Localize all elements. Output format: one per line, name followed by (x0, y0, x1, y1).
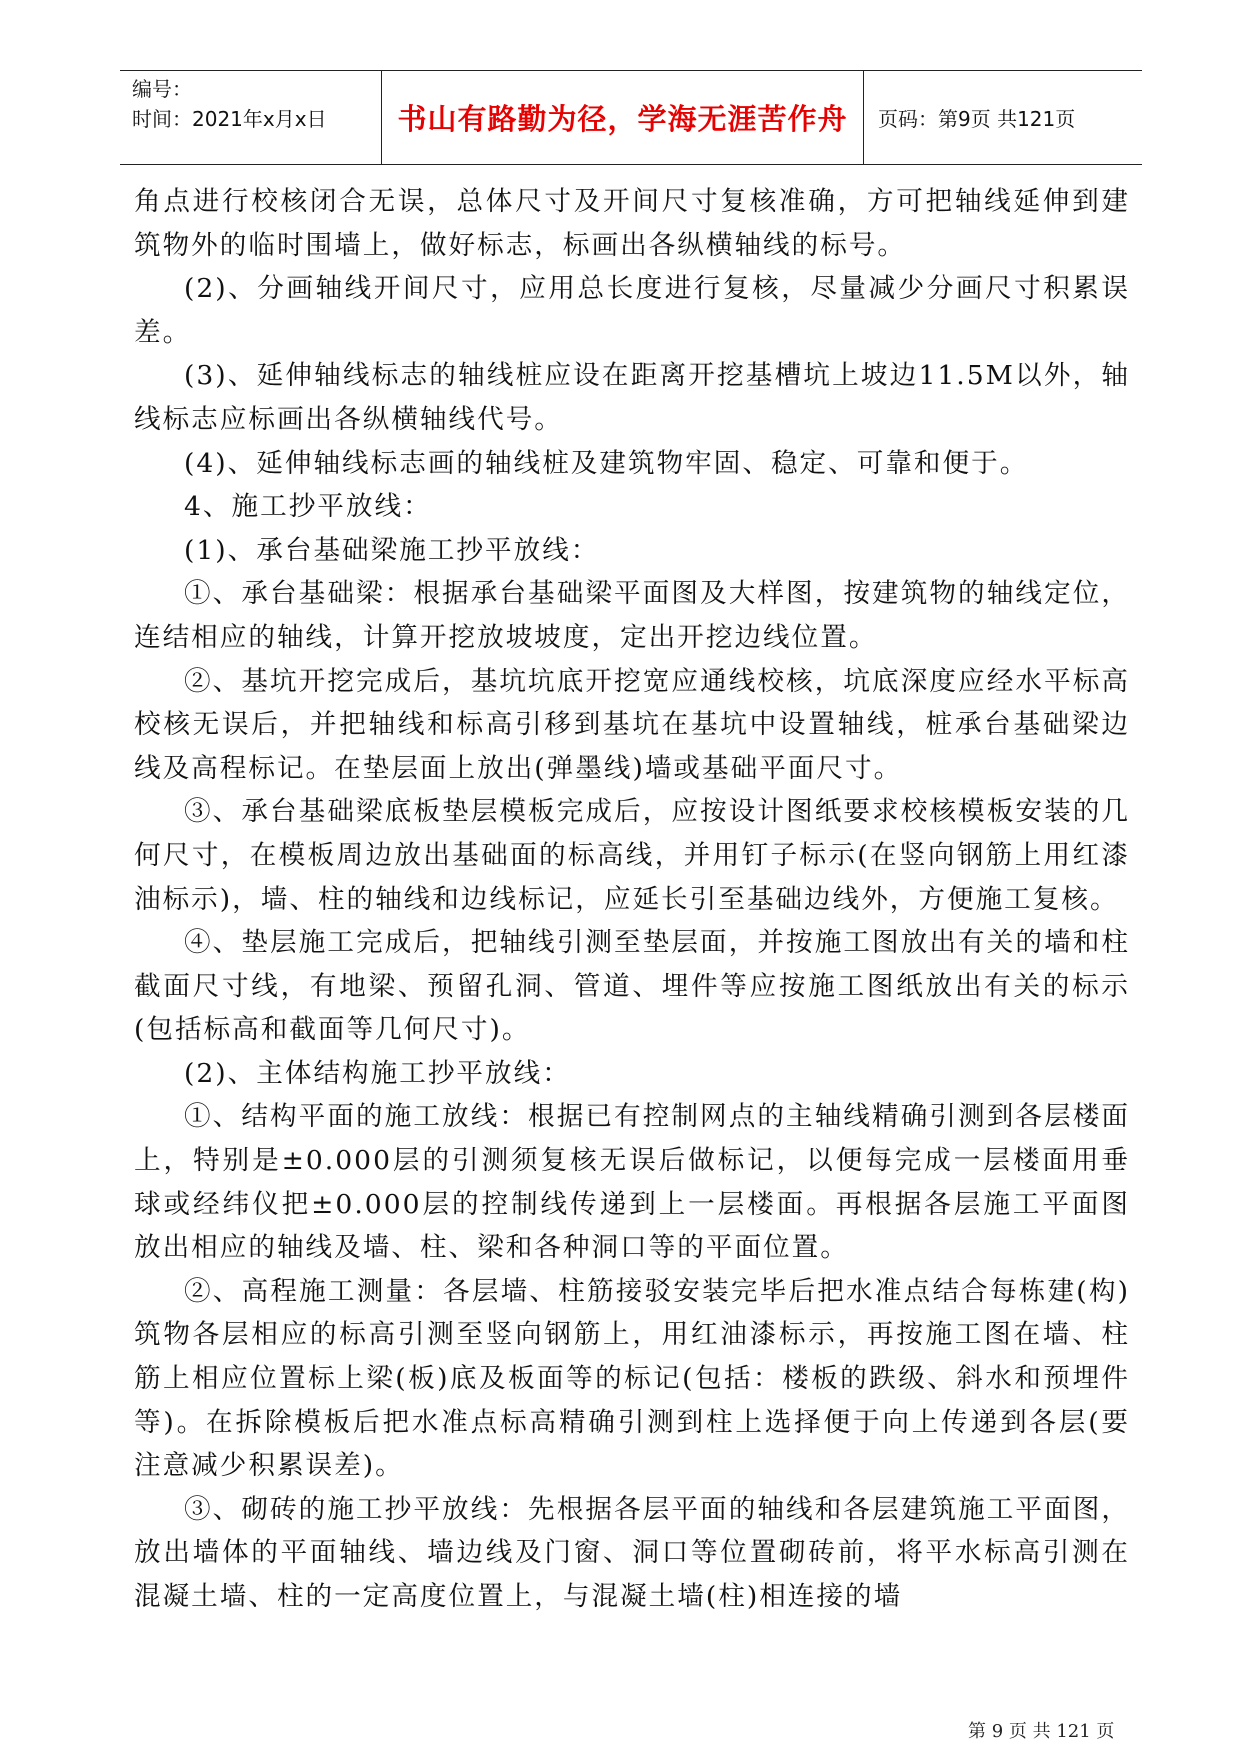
paragraph: (4)、延伸轴线标志画的轴线桩及建筑物牢固、稳定、可靠和便于。 (184, 447, 1029, 479)
header-meta-cell (120, 71, 382, 164)
subsection-heading: (1)、承台基础梁施工抄平放线： (184, 534, 600, 566)
footer-page-number: 第 9 页 共 121 页 (968, 1721, 1115, 1742)
subsection-heading: (2)、主体结构施工抄平放线： (184, 1057, 571, 1089)
document-body (134, 180, 1130, 1619)
section-heading: 4、施工抄平放线： (184, 491, 432, 523)
header-motto-cell (382, 71, 864, 164)
motto-text: 书山有路勤为径，学海无涯苦作舟 (397, 102, 848, 136)
paragraph: (2)、分画轴线开间尺寸，应用总长度进行复核，尽量减少分画尺寸积累误差。 (134, 273, 1130, 348)
paragraph: 角点进行校核闭合无误，总体尺寸及开间尺寸复核准确，方可把轴线延伸到建筑物外的临时围墙上，做好标志，标画出各纵横轴线的标号。 (134, 186, 1130, 261)
serial-number-label: 编号： (132, 77, 192, 101)
header-page-info: 页码：第9页 共121页 (878, 107, 1076, 131)
time-label: 时间：2021年x月x日 (132, 107, 327, 131)
document-header (120, 70, 1142, 165)
paragraph: ②、基坑开挖完成后，基坑坑底开挖宽应通线校核，坑底深度应经水平标高校核无误后，并把轴线和标高引移到基坑在基坑中设置轴线，桩承台基础梁边线及高程标记。在垫层面上放出(弹墨线)墙或基础平面尺寸。 (134, 665, 1130, 784)
paragraph: ③、砌砖的施工抄平放线：先根据各层平面的轴线和各层建筑施工平面图，放出墙体的平面轴线、墙边线及门窗、洞口等位置砌砖前，将平水标高引测在混凝土墙、柱的一定高度位置上，与混凝土墙(柱)相连接的墙 (134, 1493, 1130, 1612)
paragraph: ①、承台基础梁：根据承台基础梁平面图及大样图，按建筑物的轴线定位，连结相应的轴线，计算开挖放坡坡度，定出开挖边线位置。 (134, 578, 1130, 653)
paragraph: ④、垫层施工完成后，把轴线引测至垫层面，并按施工图放出有关的墙和柱截面尺寸线，有地梁、预留孔洞、管道、埋件等应按施工图纸放出有关的标示(包括标高和截面等几何尺寸)。 (134, 927, 1130, 1046)
header-page-cell (864, 71, 1142, 164)
paragraph: ①、结构平面的施工放线：根据已有控制网点的主轴线精确引测到各层楼面上，特别是±0.000层的引测须复核无误后做标记，以便每完成一层楼面用垂球或经纬仪把±0.000层的控制线传递到上一层楼面。再根据各层施工平面图放出相应的轴线及墙、柱、梁和各种洞口等的平面位置。 (134, 1101, 1130, 1264)
paragraph: ③、承台基础梁底板垫层模板完成后，应按设计图纸要求校核模板安装的几何尺寸，在模板周边放出基础面的标高线，并用钉子标示(在竖向钢筋上用红漆油标示)，墙、柱的轴线和边线标记，应延长引至基础边线外，方便施工复核。 (134, 796, 1130, 915)
paragraph: (3)、延伸轴线标志的轴线桩应设在距离开挖基槽坑上坡边11.5M以外，轴线标志应标画出各纵横轴线代号。 (134, 360, 1130, 435)
paragraph: ②、高程施工测量：各层墙、柱筋接驳安装完毕后把水准点结合每栋建(构)筑物各层相应的标高引测至竖向钢筋上，用红油漆标示，再按施工图在墙、柱筋上相应位置标上梁(板)底及板面等的标记(包括：楼板的跌级、斜水和预埋件等)。在拆除模板后把水准点标高精确引测到柱上选择便于向上传递到各层(要注意减少积累误差)。 (134, 1275, 1130, 1482)
